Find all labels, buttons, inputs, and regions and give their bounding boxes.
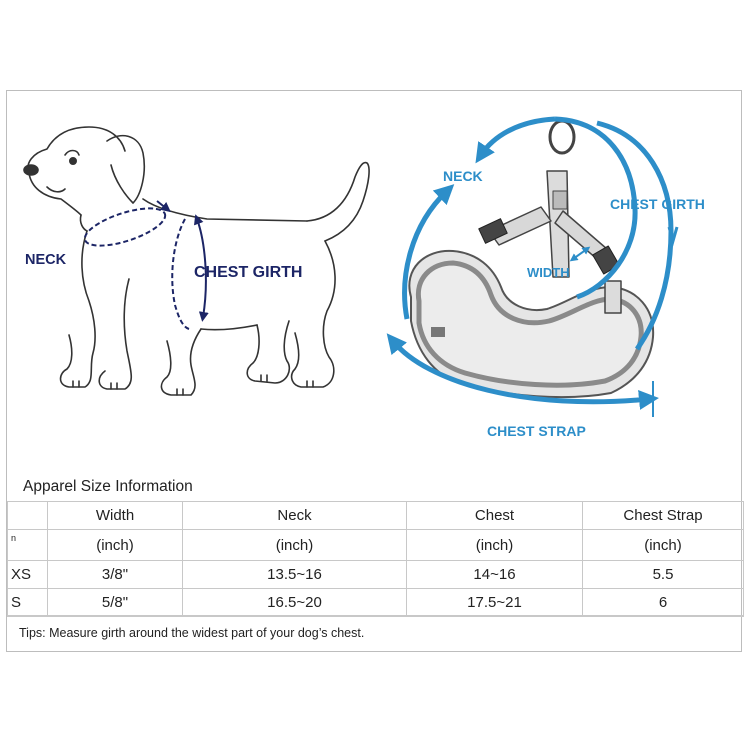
- header-cell: Width: [48, 502, 183, 530]
- header-cell: Neck: [183, 502, 407, 530]
- header-cell: [8, 502, 48, 530]
- table-cell: 17.5~21: [407, 589, 583, 617]
- table-cell: 5.5: [583, 561, 744, 589]
- harness-width-label: WIDTH: [527, 265, 570, 280]
- table-cell: 5/8": [48, 589, 183, 617]
- dog-chest-girth-label: CHEST GIRTH: [194, 264, 303, 281]
- harness-chest-strap-label: CHEST STRAP: [487, 423, 586, 439]
- table-units-row: [8, 530, 744, 561]
- size-chart-frame: [6, 90, 742, 652]
- table-header-row: [8, 502, 744, 530]
- table-cell: 3/8": [48, 561, 183, 589]
- tips-divider: [7, 615, 743, 616]
- diagram: [7, 91, 743, 471]
- dog-neck-measure: [81, 201, 170, 254]
- table-row: [8, 561, 744, 589]
- table-cell: 14~16: [407, 561, 583, 589]
- dog-neck-label: NECK: [25, 252, 67, 268]
- harness-illustration: [409, 121, 653, 397]
- table-cell: 6: [583, 589, 744, 617]
- table-row: [8, 589, 744, 617]
- header-cell: Chest Strap: [583, 502, 744, 530]
- size-cell: XS: [8, 561, 48, 589]
- table-cell: 16.5~20: [183, 589, 407, 617]
- size-table: [7, 501, 744, 617]
- units-cell: (inch): [48, 530, 183, 561]
- header-cell: Chest: [407, 502, 583, 530]
- units-cell: (inch): [407, 530, 583, 561]
- tips-text: Tips: Measure girth around the widest part of your dog’s chest.: [19, 626, 365, 640]
- table-title: Apparel Size Information: [23, 478, 193, 495]
- dog-illustration: [24, 127, 369, 395]
- harness-chest-girth-label: CHEST GIRTH: [610, 196, 705, 212]
- units-cell: n: [8, 530, 48, 561]
- harness-width-arrow: [573, 249, 587, 259]
- table-cell: 13.5~16: [183, 561, 407, 589]
- size-cell: S: [8, 589, 48, 617]
- units-cell: (inch): [583, 530, 744, 561]
- units-cell: (inch): [183, 530, 407, 561]
- harness-neck-label: NECK: [443, 168, 483, 184]
